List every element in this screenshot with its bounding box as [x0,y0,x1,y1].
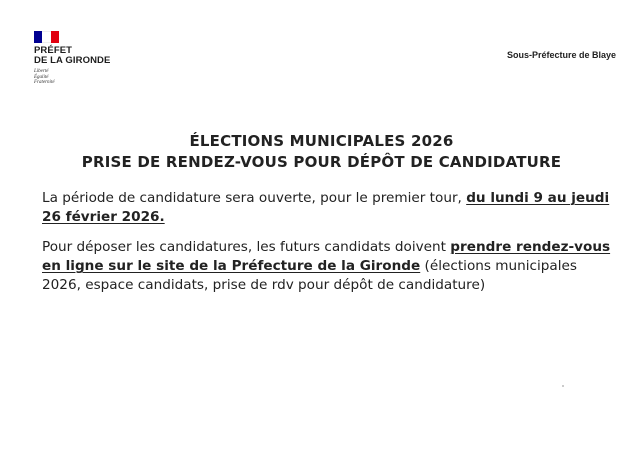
french-flag-icon [34,31,59,43]
paragraph1-text: La période de candidature sera ouverte, pour le premier tour, [42,190,467,206]
logo-prefet-text: PRÉFET [34,45,73,56]
flag-white-stripe [42,31,50,43]
candidacy-dates-highlight: du lundi 9 au jeudi 26 février 2026. [42,190,610,225]
scan-speck [562,385,564,387]
motto-egalite: Égalité [34,74,49,80]
candidacy-period-paragraph [42,189,612,227]
paragraph2-text-after: (élections municipales 2026, espace candidats, prise de rdv pour dépôt de candidature) [42,258,577,293]
logo-department-text: DE LA GIRONDE [34,55,111,66]
sub-prefecture-label: Sous-Préfecture de Blaye [506,50,616,60]
flag-blue-stripe [34,31,42,43]
motto-fraternite: Fraternité [34,80,55,85]
document-title [0,131,643,173]
republic-motto [34,69,144,86]
flag-red-stripe [51,31,59,43]
paragraph2-text-before: Pour déposer les candidatures, les futurs candidats doivent [42,239,451,255]
prefecture-logo [34,31,144,86]
title-line-2: PRISE DE RENDEZ-VOUS POUR DÉPÔT DE CANDIDATURE [81,153,562,171]
motto-liberte: Liberté [34,69,49,74]
online-appointment-highlight: prendre rendez-vous en ligne sur le site de la Préfecture de la Gironde [42,239,611,274]
title-line-1: ÉLECTIONS MUNICIPALES 2026 [189,132,454,150]
appointment-instructions-paragraph [42,238,612,295]
